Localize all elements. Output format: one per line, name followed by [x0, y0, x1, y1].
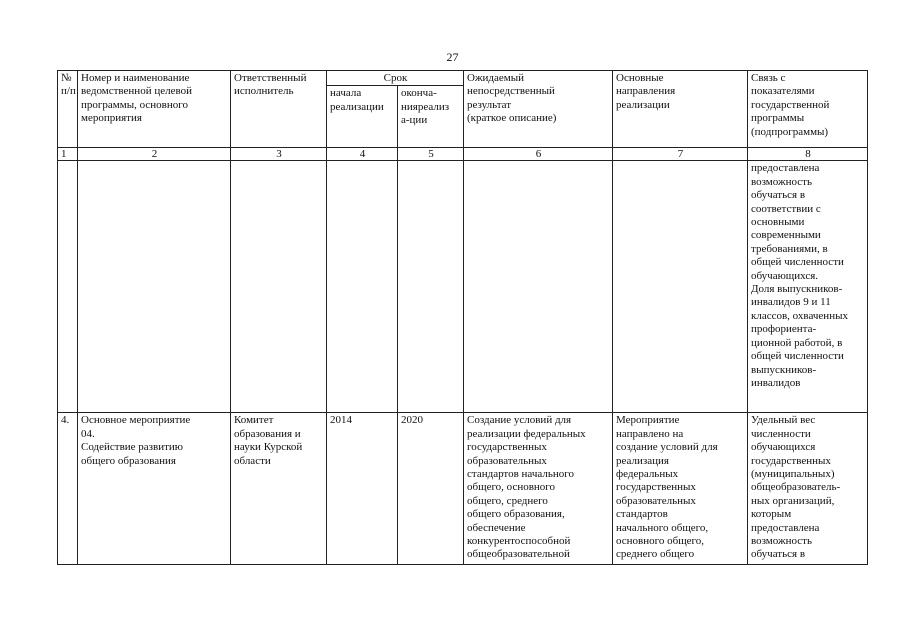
text-line: № — [61, 72, 72, 84]
text-line: государственной — [751, 98, 830, 111]
text-line: образовательных — [616, 494, 696, 507]
text-line: Связь с — [751, 72, 786, 84]
text-line: предоставлена — [751, 521, 820, 534]
header-result — [464, 71, 613, 148]
text-line: общеобразователь- — [751, 481, 841, 494]
text-line: ведомственной целевой — [81, 85, 192, 98]
text-line: общеобразовательной — [467, 548, 570, 561]
text-line: ционной работой, в — [751, 336, 843, 349]
text-line: инвалидов 9 и 11 — [751, 296, 831, 309]
continuation-link-text — [748, 161, 868, 413]
text-line: Удельный вес — [751, 414, 816, 427]
start-year: 2014 — [327, 413, 398, 565]
text-line: образовательных — [467, 454, 547, 467]
text-line: предоставлена — [751, 162, 820, 175]
text-line: стандартов — [616, 508, 668, 521]
text-line: создание условий для — [616, 441, 718, 454]
column-number: 8 — [748, 148, 868, 161]
text-line: общей численности — [751, 350, 844, 363]
column-number: 3 — [231, 148, 327, 161]
column-number: 5 — [398, 148, 464, 161]
header-name — [78, 71, 231, 148]
cell-empty — [327, 161, 398, 413]
text-line: реализации — [330, 100, 384, 113]
text-line: реализация — [616, 454, 669, 467]
column-number: 7 — [613, 148, 748, 161]
table-row — [58, 413, 868, 565]
indicator-link — [748, 413, 868, 565]
text-line: а-ции — [401, 114, 428, 127]
text-line: начального общего, — [616, 521, 709, 534]
main-directions — [613, 413, 748, 565]
text-line: результат — [467, 98, 512, 111]
cell-empty — [464, 161, 613, 413]
text-line: Доля выпускников- — [751, 283, 843, 296]
header-start — [327, 86, 398, 148]
text-line: Ожидаемый — [467, 72, 525, 84]
header-row — [58, 71, 868, 86]
text-line: Комитет — [234, 414, 274, 427]
text-line: соответствии с — [751, 202, 821, 215]
text-line: Мероприятие — [616, 414, 680, 427]
text-line: 04. — [81, 427, 95, 440]
text-line: показателями — [751, 85, 815, 98]
cell-empty — [613, 161, 748, 413]
text-line: (подпрограммы) — [751, 125, 829, 138]
text-line: Основное мероприятие — [81, 414, 191, 427]
text-line: образования и — [234, 427, 301, 440]
responsible-executor — [231, 413, 327, 565]
text-line: начала — [330, 87, 362, 100]
header-directions — [613, 71, 748, 148]
text-line: (муниципальных) — [751, 468, 835, 481]
text-line: возможность — [751, 535, 812, 548]
column-number: 2 — [78, 148, 231, 161]
text-line: общего образования — [81, 454, 176, 467]
text-line: профориента- — [751, 323, 817, 336]
text-line: конкурентоспособной — [467, 535, 571, 548]
cell-empty — [398, 161, 464, 413]
end-year: 2020 — [398, 413, 464, 565]
text-line: общего, основного — [467, 481, 556, 494]
text-line: реализации федеральных — [467, 427, 586, 440]
column-numbers-row — [58, 148, 868, 161]
text-line: федеральных — [616, 468, 679, 481]
text-line: государственных — [467, 441, 547, 454]
text-line: общего, среднего — [467, 494, 548, 507]
header-num — [58, 71, 78, 148]
text-line: численности — [751, 427, 811, 440]
cell-empty — [231, 161, 327, 413]
text-line: основного общего, — [616, 535, 705, 548]
text-line: Создание условий для — [467, 414, 572, 427]
header-executor — [231, 71, 327, 148]
text-line: государственных — [751, 454, 831, 467]
text-line: инвалидов — [751, 376, 801, 389]
text-line: стандартов начального — [467, 468, 575, 481]
text-line: классов, охваченных — [751, 309, 848, 322]
text-line: современными — [751, 229, 821, 242]
text-line: (краткое описание) — [467, 112, 557, 125]
column-number: 4 — [327, 148, 398, 161]
text-line: выпускников- — [751, 363, 817, 376]
text-line: науки Курской — [234, 441, 303, 454]
text-line: государственных — [616, 481, 696, 494]
text-line: требованиями, в — [751, 242, 828, 255]
text-line: реализации — [616, 98, 670, 111]
text-line: обучающихся. — [751, 269, 819, 282]
text-line: Номер и наименование — [81, 72, 190, 84]
text-line: которым — [751, 508, 792, 521]
text-line: основными — [751, 216, 805, 229]
cell-empty — [78, 161, 231, 413]
text-line: мероприятия — [81, 112, 142, 125]
text-line: обеспечение — [467, 521, 526, 534]
text-line: нияреализ — [401, 100, 450, 113]
continuation-row — [58, 161, 868, 413]
text-line: направления — [616, 85, 676, 98]
text-line: обучающихся — [751, 441, 816, 454]
text-line: программы — [751, 112, 805, 125]
header-end — [398, 86, 464, 148]
text-line: программы, основного — [81, 98, 188, 111]
text-line: общего образования, — [467, 508, 565, 521]
text-line: среднего общего — [616, 548, 695, 561]
text-line: общей численности — [751, 256, 844, 269]
page-number: 27 — [446, 50, 459, 64]
text-line: возможность — [751, 175, 812, 188]
program-table — [57, 70, 868, 565]
text-line: ных организаций, — [751, 494, 835, 507]
row-number: 4. — [58, 413, 78, 565]
activity-name — [78, 413, 231, 565]
text-line: обучаться в — [751, 548, 806, 561]
header-link — [748, 71, 868, 148]
text-line: обучаться в — [751, 189, 806, 202]
text-line: п/п — [61, 85, 76, 98]
text-line: исполнитель — [234, 85, 294, 98]
column-number: 1 — [58, 148, 78, 161]
text-line: области — [234, 454, 271, 467]
header-term: Срок — [327, 71, 464, 86]
text-line: Содействие развитию — [81, 441, 184, 454]
column-number: 6 — [464, 148, 613, 161]
text-line: Основные — [616, 72, 664, 84]
cell-empty — [58, 161, 78, 413]
text-line: непосредственный — [467, 85, 555, 98]
text-line: направлено на — [616, 427, 684, 440]
text-line: оконча- — [401, 87, 437, 100]
expected-result — [464, 413, 613, 565]
text-line: Ответственный — [234, 72, 307, 84]
